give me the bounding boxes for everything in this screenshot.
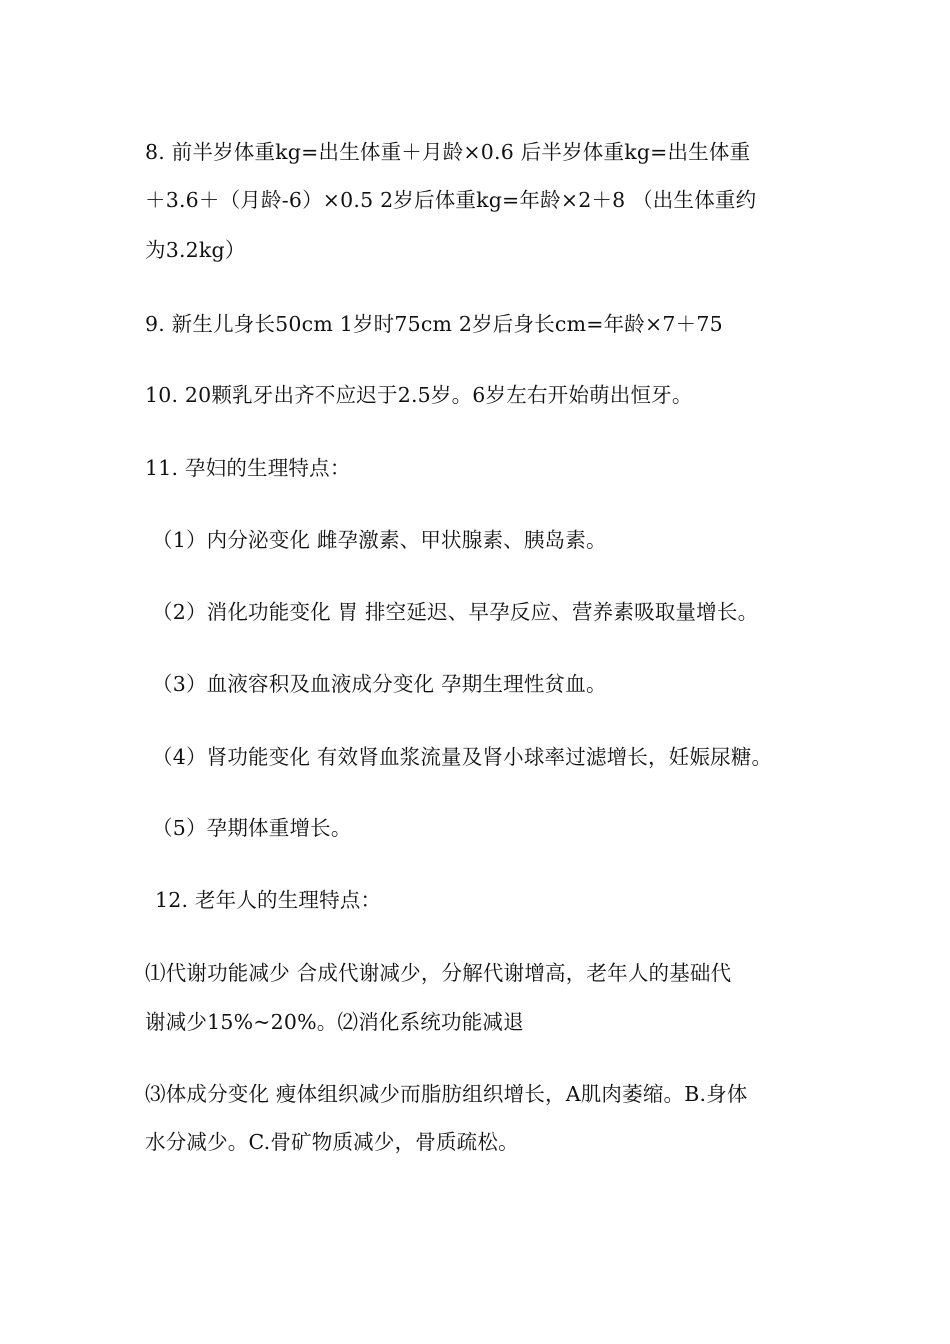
text-line-11-2: （2）消化功能变化 胃 排空延迟、早孕反应、营养素吸取量增长。 bbox=[152, 600, 759, 624]
text-line-11-5: （5）孕期体重增长。 bbox=[152, 816, 352, 840]
text-line-12-heading: 12. 老年人的生理特点： bbox=[155, 888, 382, 912]
text-line-11-heading: 11. 孕妇的生理特点： bbox=[145, 456, 351, 480]
text-line-11-1: （1）内分泌变化 雌孕激素、甲状腺素、胰岛素。 bbox=[152, 528, 607, 552]
text-line-11-3: （3）血液容积及血液成分变化 孕期生理性贫血。 bbox=[152, 672, 607, 696]
text-line-9: 9. 新生儿身长50cm 1岁时75cm 2岁后身长cm=年龄×7＋75 bbox=[145, 312, 723, 336]
text-line-10: 10. 20颗乳牙出齐不应迟于2.5岁。6岁左右开始萌出恒牙。 bbox=[145, 383, 693, 407]
text-line-11-4: （4）肾功能变化 有效肾血浆流量及肾小球率过滤增长，妊娠尿糖。 bbox=[152, 745, 773, 769]
text-line-12-1a: ⑴代谢功能减少 合成代谢减少，分解代谢增高，老年人的基础代 bbox=[145, 961, 732, 985]
text-line-8b: ＋3.6＋（月龄-6）×0.5 2岁后体重kg=年龄×2＋8 （出生体重约 bbox=[145, 188, 757, 212]
text-line-8a: 8. 前半岁体重kg=出生体重＋月龄×0.6 后半岁体重kg=出生体重 bbox=[145, 140, 751, 164]
text-line-12-3b: 水分减少。C.骨矿物质减少，骨质疏松。 bbox=[145, 1130, 519, 1154]
text-line-12-3a: ⑶体成分变化 瘦体组织减少而脂肪组织增长，A肌肉萎缩。B.身体 bbox=[145, 1082, 748, 1106]
text-line-12-1b: 谢减少15%~20%。⑵消化系统功能减退 bbox=[145, 1010, 524, 1034]
text-line-8c: 为3.2kg） bbox=[145, 238, 246, 262]
